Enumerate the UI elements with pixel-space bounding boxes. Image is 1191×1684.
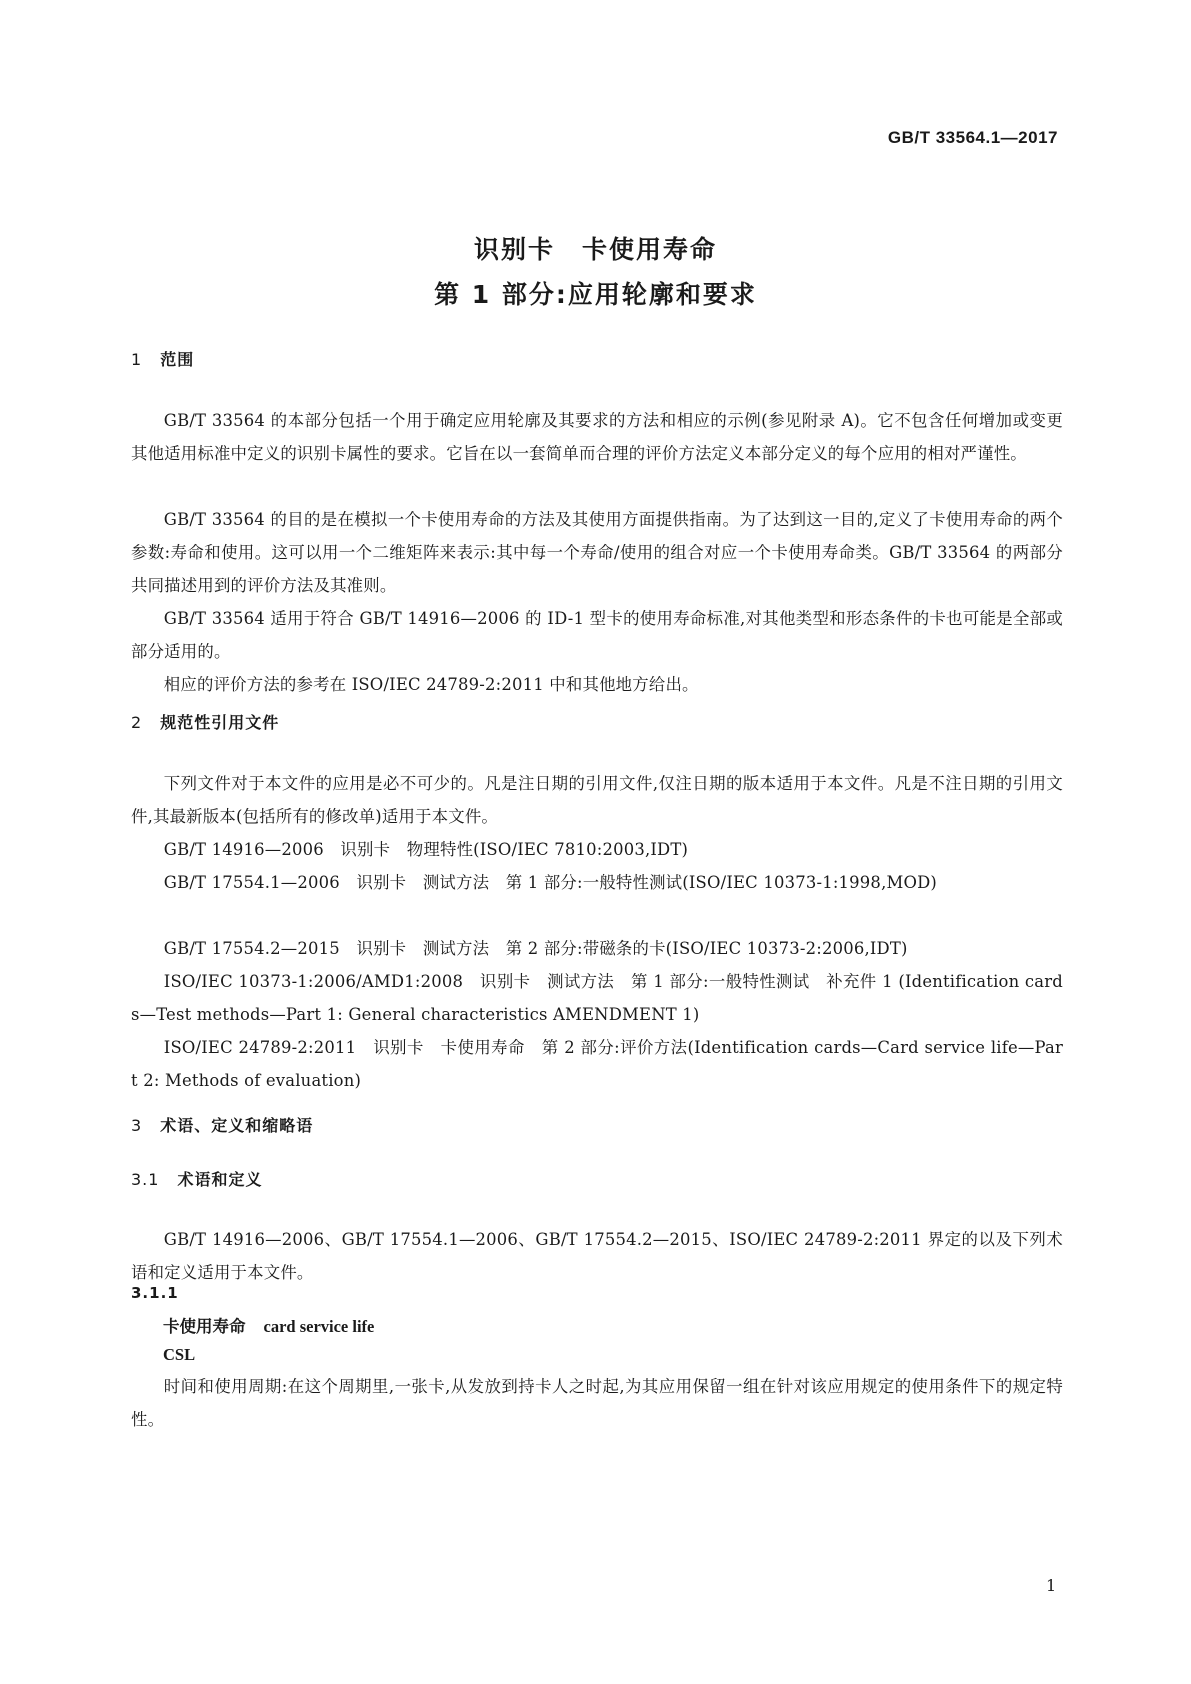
section-1-para-4: 相应的评价方法的参考在 ISO/IEC 24789-2:2011 中和其他地方给出。 [163, 675, 699, 694]
page-number: 1 [1046, 1576, 1057, 1595]
reference-item: GB/T 17554.2—2015 识别卡 测试方法 第 2 部分:带磁条的卡(ISO/IEC 10373-2:2006,IDT) [163, 939, 908, 958]
section-number: 1 [131, 350, 143, 369]
term-name [163, 1313, 374, 1337]
title-line-1: 识别卡 卡使用寿命 [473, 235, 717, 264]
section-title: 范围 [160, 350, 195, 369]
term-number: 3.1.1 [131, 1284, 179, 1302]
term-abbr: CSL [163, 1345, 196, 1364]
section-title: 术语和定义 [177, 1170, 263, 1189]
section-number: 3.1 [131, 1170, 160, 1189]
term-abbreviation [163, 1345, 195, 1365]
section-3-1-heading [131, 1167, 262, 1190]
section-title: 术语、定义和缩略语 [160, 1116, 314, 1135]
section-1-heading [131, 347, 194, 370]
reference-item: GB/T 17554.1—2006 识别卡 测试方法 第 1 部分:一般特性测试(ISO/IEC 10373-1:1998,MOD) [163, 873, 938, 892]
title-line-2: 第 1 部分:应用轮廓和要求 [434, 280, 757, 309]
standard-code: GB/T 33564.1—2017 [887, 128, 1058, 147]
term-name-zh: 卡使用寿命 [163, 1317, 246, 1336]
section-number: 3 [131, 1116, 143, 1135]
section-2-heading [131, 710, 279, 733]
section-1-para-3: GB/T 33564 适用于符合 GB/T 14916—2006 的 ID-1 型卡的使用寿命标准,对其他类型和形态条件的卡也可能是全部或部分适用的。 [131, 609, 1063, 661]
term-name-en: card service life [263, 1317, 375, 1336]
section-1-para-2: GB/T 33564 的目的是在模拟一个卡使用寿命的方法及其使用方面提供指南。为了达到这一目的,定义了卡使用寿命的两个参数:寿命和使用。这可以用一个二维矩阵来表示:其中每一个寿命/使用的组合对应一个卡使用寿命类。GB/T 33564 的两部分共同描述用到的评价方法及其准则。 [131, 510, 1063, 595]
section-1-para-1: GB/T 33564 的本部分包括一个用于确定应用轮廓及其要求的方法和相应的示例(参见附录 A)。它不包含任何增加或变更其他适用标准中定义的识别卡属性的要求。它旨在以一套简单而合理的评价方法定义本部分定义的每个应用的相对严谨性。 [131, 411, 1063, 463]
section-title: 规范性引用文件 [160, 713, 280, 732]
section-2-para-intro: 下列文件对于本文件的应用是必不可少的。凡是注日期的引用文件,仅注日期的版本适用于本文件。凡是不注日期的引用文件,其最新版本(包括所有的修改单)适用于本文件。 [131, 774, 1063, 826]
section-3-heading [131, 1113, 313, 1136]
reference-item: ISO/IEC 24789-2:2011 识别卡 卡使用寿命 第 2 部分:评价方法(Identification cards—Card service life—Part 2: Methods of evaluation) [131, 1038, 1063, 1090]
section-3-1-para: GB/T 14916—2006、GB/T 17554.1—2006、GB/T 17554.2—2015、ISO/IEC 24789-2:2011 界定的以及下列术语和定义适用于本文件。 [131, 1230, 1063, 1282]
reference-item: GB/T 14916—2006 识别卡 物理特性(ISO/IEC 7810:2003,IDT) [163, 840, 689, 859]
section-number: 2 [131, 713, 143, 732]
term-definition: 时间和使用周期:在这个周期里,一张卡,从发放到持卡人之时起,为其应用保留一组在针对该应用规定的使用条件下的规定特性。 [131, 1377, 1063, 1429]
reference-item: ISO/IEC 10373-1:2006/AMD1:2008 识别卡 测试方法 第 1 部分:一般特性测试 补充件 1 (Identification cards—Test methods—Part 1: General characteristics AMENDMENT 1) [131, 972, 1063, 1024]
